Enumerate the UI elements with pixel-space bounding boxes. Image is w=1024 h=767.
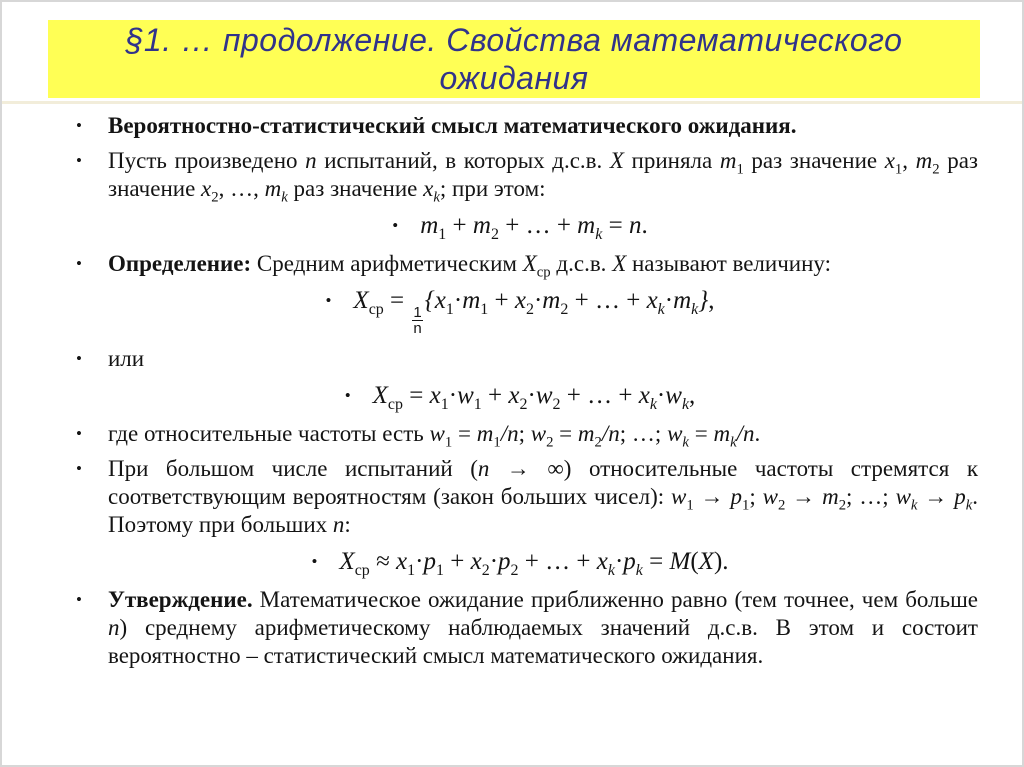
bullet-item [62, 586, 978, 670]
slide-body [62, 112, 978, 677]
bullet-text: Определение: Средним арифметическим $X_{ср}$ д.с.в. X называют величину: [108, 251, 831, 281]
bullet-marker: • [311, 552, 318, 571]
formula-text: $X_{ср} = x_1\cdot w_1 + x_2\cdot w_2$ + … + $x_k\cdot w_k$, [372, 382, 696, 413]
bullet-marker: • [76, 151, 82, 170]
bullet-text: Вероятностно-статистический смысл математического ожидания. [108, 113, 797, 138]
slide-title-line-2: ожидания [439, 60, 589, 96]
bullet-text: где относительные частоты есть $w_1 = m_1/n$; $w_2 = m_2/n$; …; $w_k = m_k/n$. [108, 421, 761, 451]
bullet-text: или [108, 346, 145, 371]
bullet-marker: • [344, 386, 351, 405]
title-shadow-line [2, 101, 1022, 104]
bullet-marker: • [76, 349, 82, 368]
bullet-text: Утверждение. Математическое ожидание приближенно равно (тем точнее, чем больше n) среднему арифметическому наблюдаемых значений д.с.в. В этом и состоит вероятностно – статистический смысл математического ожидания. [108, 587, 978, 668]
slide-title-line-1: §1. … продолжение. Свойства математического [125, 22, 903, 58]
formula-text: $X_{ср} \approx x_1\cdot p_1 + x_2\cdot p_2$ + … + $x_k\cdot p_k = M(X)$. [339, 548, 729, 579]
bullet-marker: • [392, 216, 399, 235]
bullet-marker: • [76, 254, 82, 273]
formula-item [62, 285, 978, 336]
bullet-item [62, 112, 978, 140]
bullet-item [62, 250, 978, 281]
bullet-item [62, 455, 978, 539]
formula-item [62, 380, 978, 411]
bullet-item [62, 420, 978, 451]
bullet-text: Пусть произведено n испытаний, в которых д.с.в. X приняла $m_1$ раз значение $x_1$, $m_2$ раз значение $x_2$, …, $m_k$ раз значение $x_k$; при этом: [108, 148, 979, 206]
bullet-item [62, 345, 978, 373]
fraction: $\frac{1}{n}$ [413, 304, 422, 337]
formula-text: $X_{ср}$ = $\frac{1}{n}$ {$x_1\cdot m_1 + x_2\cdot m_2$ + … + $x_k\cdot m_k$}, [353, 287, 715, 337]
formula-item [62, 546, 978, 577]
formula-item [62, 210, 978, 241]
bullet-marker: • [76, 116, 82, 135]
bullet-marker: • [76, 424, 82, 443]
bullet-item [62, 147, 979, 206]
formula-text: $m_1 + m_2$ + … + $m_k = n$. [420, 212, 648, 243]
slide-title-bar [48, 20, 980, 98]
bullet-marker: • [76, 590, 82, 609]
bullet-marker: • [76, 459, 82, 478]
bullet-text: При большом числе испытаний (n → ∞) относительные частоты стремятся к соответствующим вероятностям (закон больших чисел): $w_1 \to p_1$; $w_2 \to m_2$; …; $w_k \to p_k$. Поэтому при больших n: [108, 456, 979, 537]
bullet-marker: • [325, 291, 332, 310]
